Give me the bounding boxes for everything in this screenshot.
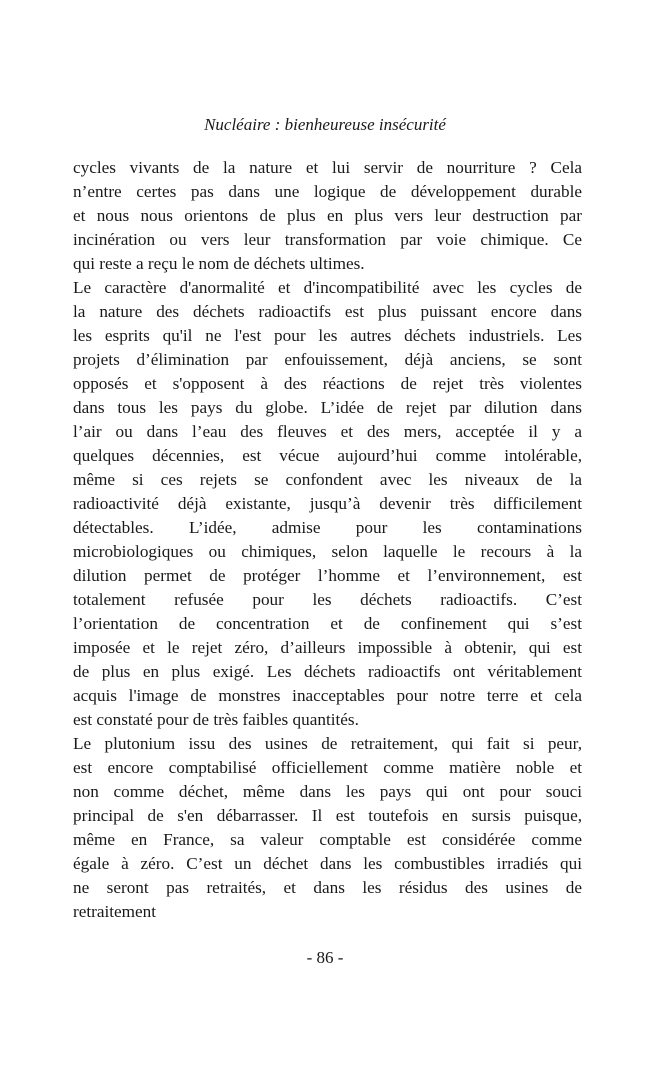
text-line: retraitement: [73, 902, 157, 921]
text-line: n’entre certes pas dans une logique de développement durable: [73, 182, 582, 201]
text-line: qui reste a reçu le nom de déchets ultimes.: [73, 254, 365, 273]
text-line: non comme déchet, même dans les pays qui ont pour souci: [73, 782, 582, 801]
text-line: de plus en plus exigé. Les déchets radioactifs ont véritablement: [73, 662, 582, 681]
text-line: ne seront pas retraités, et dans les résidus des usines de: [73, 878, 582, 897]
text-line: et nous nous orientons de plus en plus vers leur destruction par: [73, 206, 582, 225]
text-line: est constaté pour de très faibles quantités.: [73, 710, 359, 729]
page-number: - 86 -: [306, 948, 344, 967]
text-line: microbiologiques ou chimiques, selon laquelle le recours à la: [73, 542, 582, 561]
running-header: Nucléaire : bienheureuse insécurité: [204, 115, 446, 134]
text-line: imposée et le rejet zéro, d’ailleurs impossible à obtenir, qui est: [73, 638, 582, 657]
text-line: totalement refusée pour les déchets radioactifs. C’est: [73, 590, 582, 609]
text-line: cycles vivants de la nature et lui servir de nourriture ? Cela: [73, 158, 582, 177]
text-line: opposés et s'opposent à des réactions de rejet très violentes: [73, 374, 582, 393]
text-line: même si ces rejets se confondent avec les niveaux de la: [73, 470, 582, 489]
text-line: dans tous les pays du globe. L’idée de rejet par dilution dans: [73, 398, 582, 417]
text-line: détectables. L’idée, admise pour les contaminations: [73, 518, 582, 537]
text-line: dilution permet de protéger l’homme et l’environnement, est: [73, 566, 582, 585]
text-line: incinération ou vers leur transformation par voie chimique. Ce: [73, 230, 582, 249]
text-line: l’orientation de concentration et de confinement qui s’est: [73, 614, 582, 633]
text-line: projets d’élimination par enfouissement, déjà anciens, se sont: [73, 350, 582, 369]
text-line: les esprits qu'il ne l'est pour les autres déchets industriels. Les: [73, 326, 582, 345]
text-line: Le plutonium issu des usines de retraitement, qui fait si peur,: [73, 734, 582, 753]
body-text: [73, 156, 582, 924]
text-line: l’air ou dans l’eau des fleuves et des mers, acceptée il y a: [73, 422, 582, 441]
text-line: même en France, sa valeur comptable est considérée comme: [73, 830, 582, 849]
text-line: la nature des déchets radioactifs est plus puissant encore dans: [73, 302, 582, 321]
text-line: quelques décennies, est vécue aujourd’hui comme intolérable,: [73, 446, 582, 465]
text-line: acquis l'image de monstres inacceptables pour notre terre et cela: [73, 686, 582, 705]
text-line: est encore comptabilisé officiellement comme matière noble et: [73, 758, 582, 777]
text-line: radioactivité déjà existante, jusqu’à devenir très difficilement: [73, 494, 582, 513]
text-line: égale à zéro. C’est un déchet dans les combustibles irradiés qui: [73, 854, 582, 873]
text-line: principal de s'en débarrasser. Il est toutefois en sursis puisque,: [73, 806, 582, 825]
text-line: Le caractère d'anormalité et d'incompatibilité avec les cycles de: [73, 278, 582, 297]
